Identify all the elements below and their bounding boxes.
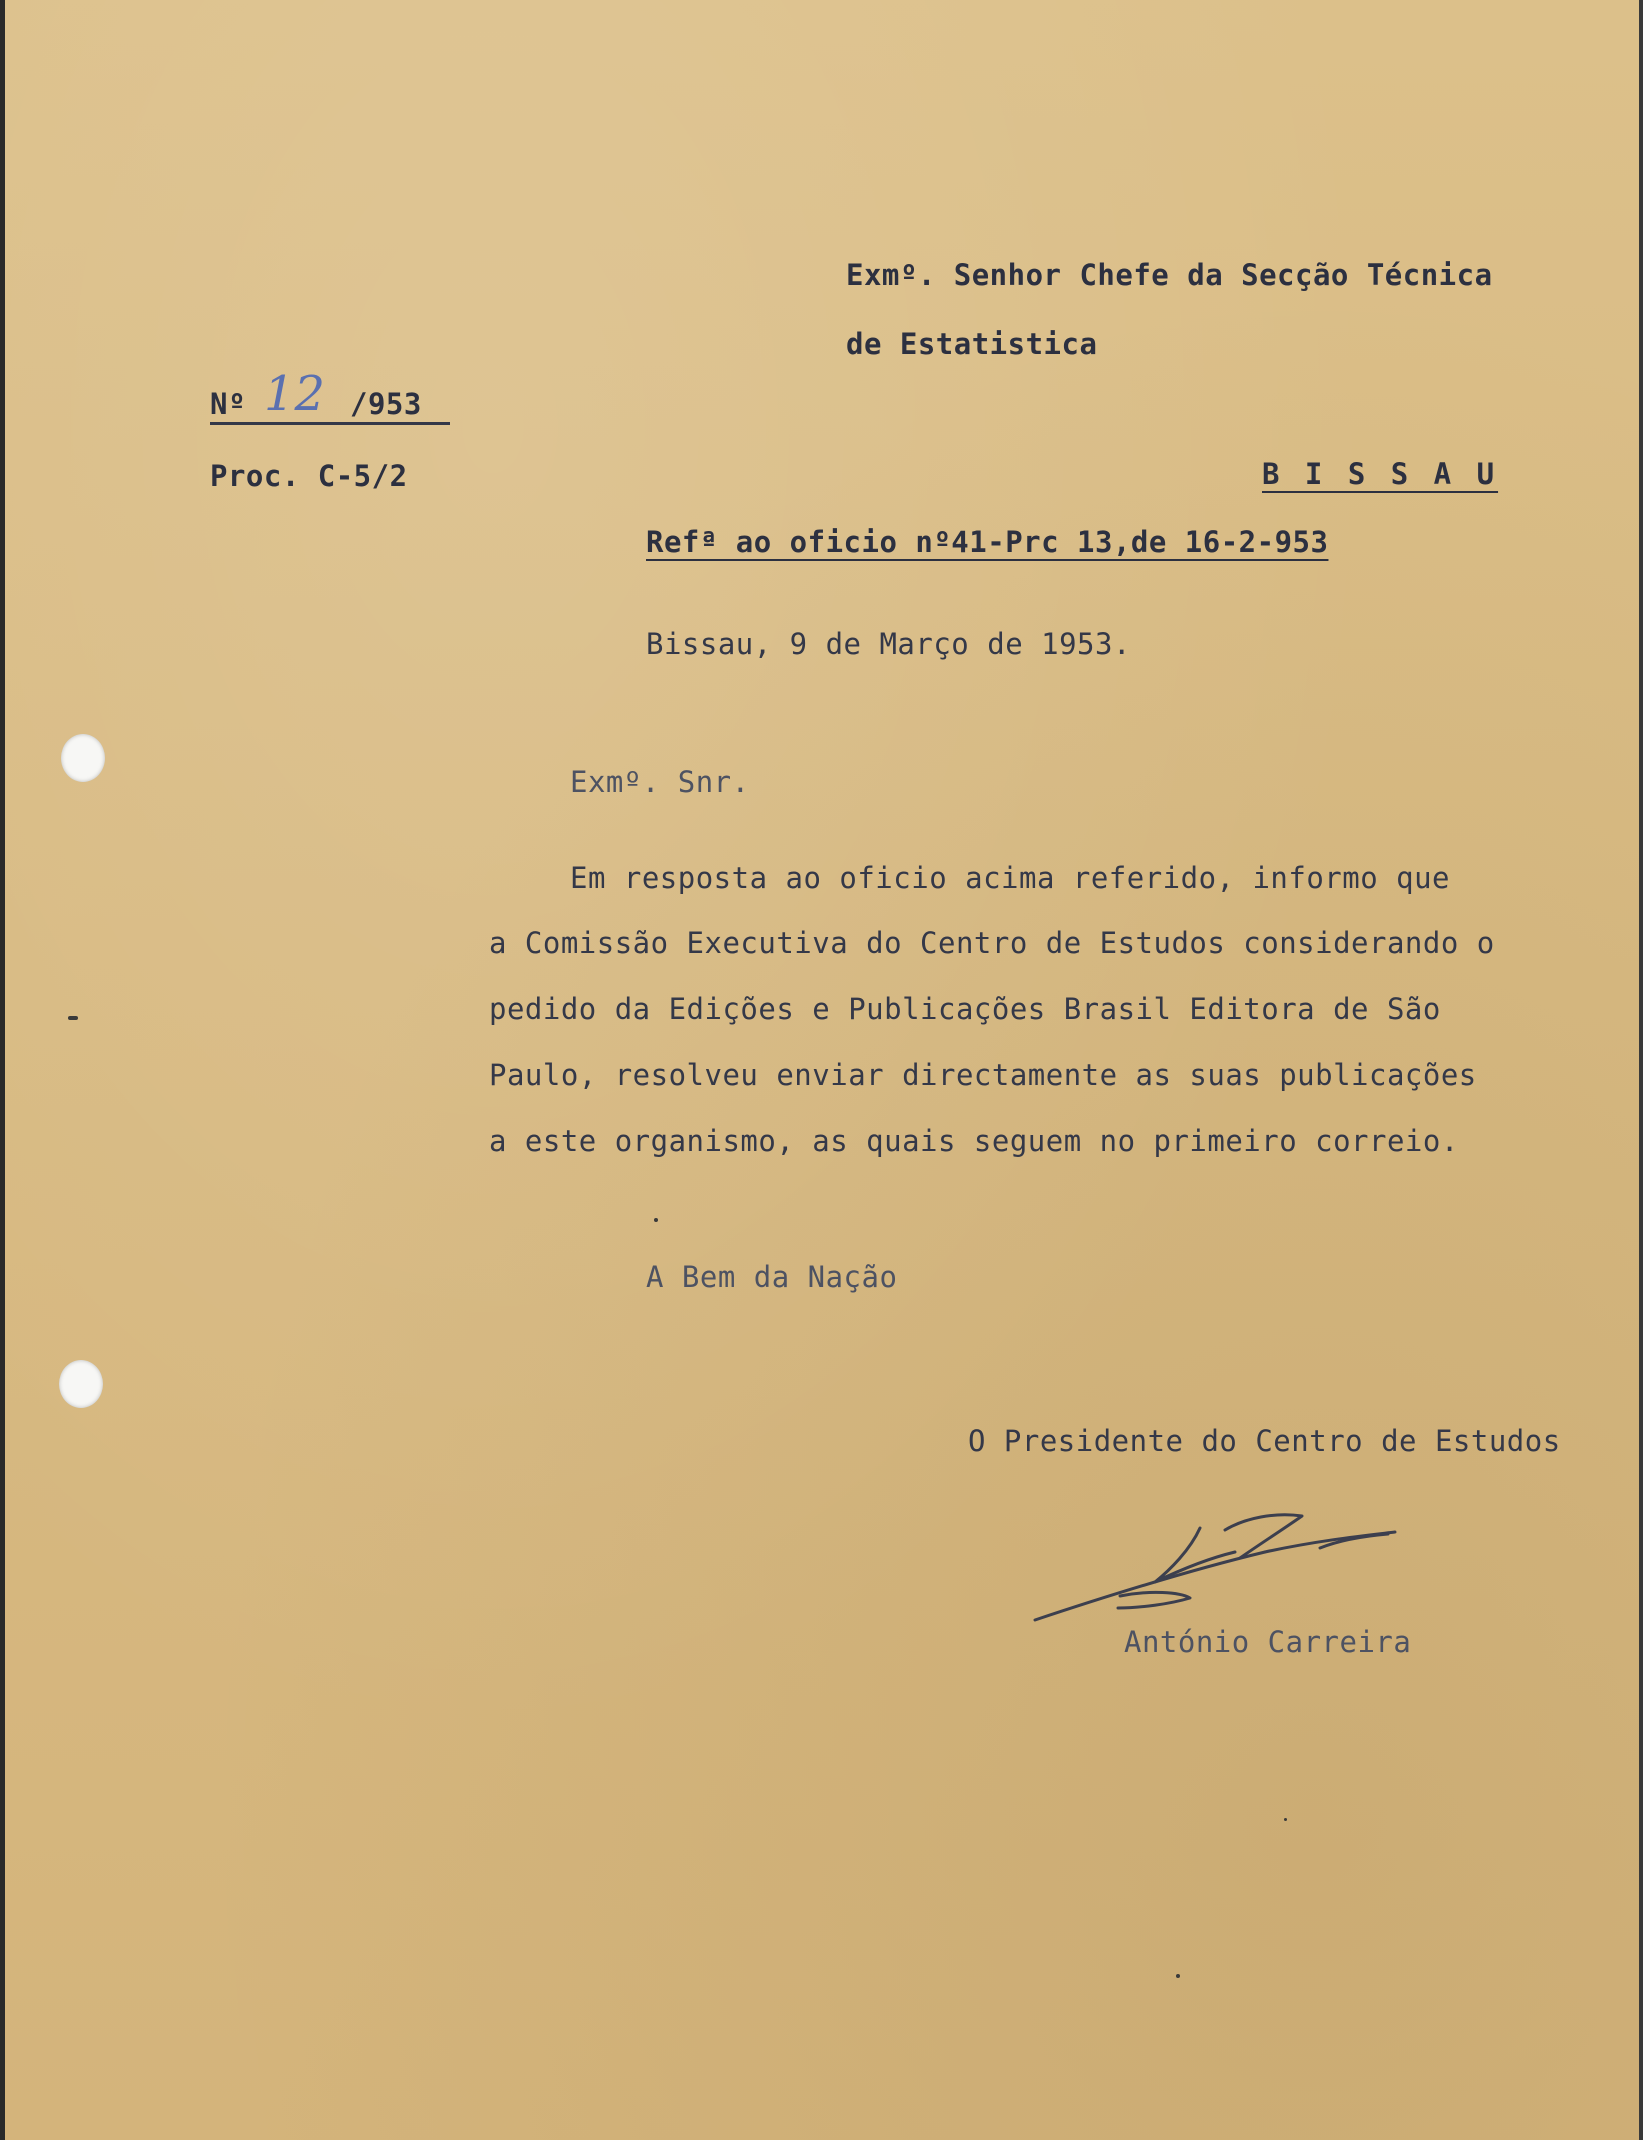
- body-line-5: a este organismo, as quais seguem no primeiro correio.: [489, 1124, 1459, 1158]
- signatory-title: O Presidente do Centro de Estudos: [968, 1424, 1561, 1458]
- date-line: Bissau, 9 de Março de 1953.: [646, 627, 1131, 661]
- scan-edge-right: [1639, 0, 1643, 2140]
- paper-speck: [1284, 1818, 1287, 1821]
- closing-line: A Bem da Nação: [646, 1260, 898, 1294]
- number-prefix: Nº: [210, 387, 246, 421]
- addressee-city: B I S S A U: [1262, 457, 1499, 491]
- body-line-4: Paulo, resolveu enviar directamente as suas publicações: [489, 1058, 1477, 1092]
- signature: [1020, 1500, 1440, 1630]
- signatory-name: António Carreira: [1124, 1625, 1412, 1659]
- reference-line: Refª ao oficio nº41-Prc 13,de 16-2-953: [646, 525, 1329, 559]
- punch-hole-top: [61, 734, 105, 782]
- process-number: Proc. C-5/2: [210, 459, 408, 493]
- body-line-2: a Comissão Executiva do Centro de Estudos considerando o: [489, 926, 1495, 960]
- addressee-line-2: de Estatistica: [846, 327, 1098, 361]
- number-year: /953: [350, 387, 422, 421]
- body-line-1: Em resposta ao oficio acima referido, informo que: [570, 861, 1451, 895]
- paper-speck: [654, 1218, 658, 1222]
- body-line-3: pedido da Edições e Publicações Brasil Editora de São: [489, 992, 1441, 1026]
- scan-edge-left: [0, 0, 5, 2140]
- paper-speck: [68, 1016, 78, 1020]
- addressee-line-1: Exmº. Senhor Chefe da Secção Técnica: [846, 258, 1493, 292]
- salutation: Exmº. Snr.: [570, 765, 750, 799]
- document-number: [210, 366, 450, 425]
- handwritten-number: 12: [264, 366, 326, 422]
- punch-hole-bottom: [59, 1360, 103, 1408]
- paper-speck: [1176, 1974, 1180, 1978]
